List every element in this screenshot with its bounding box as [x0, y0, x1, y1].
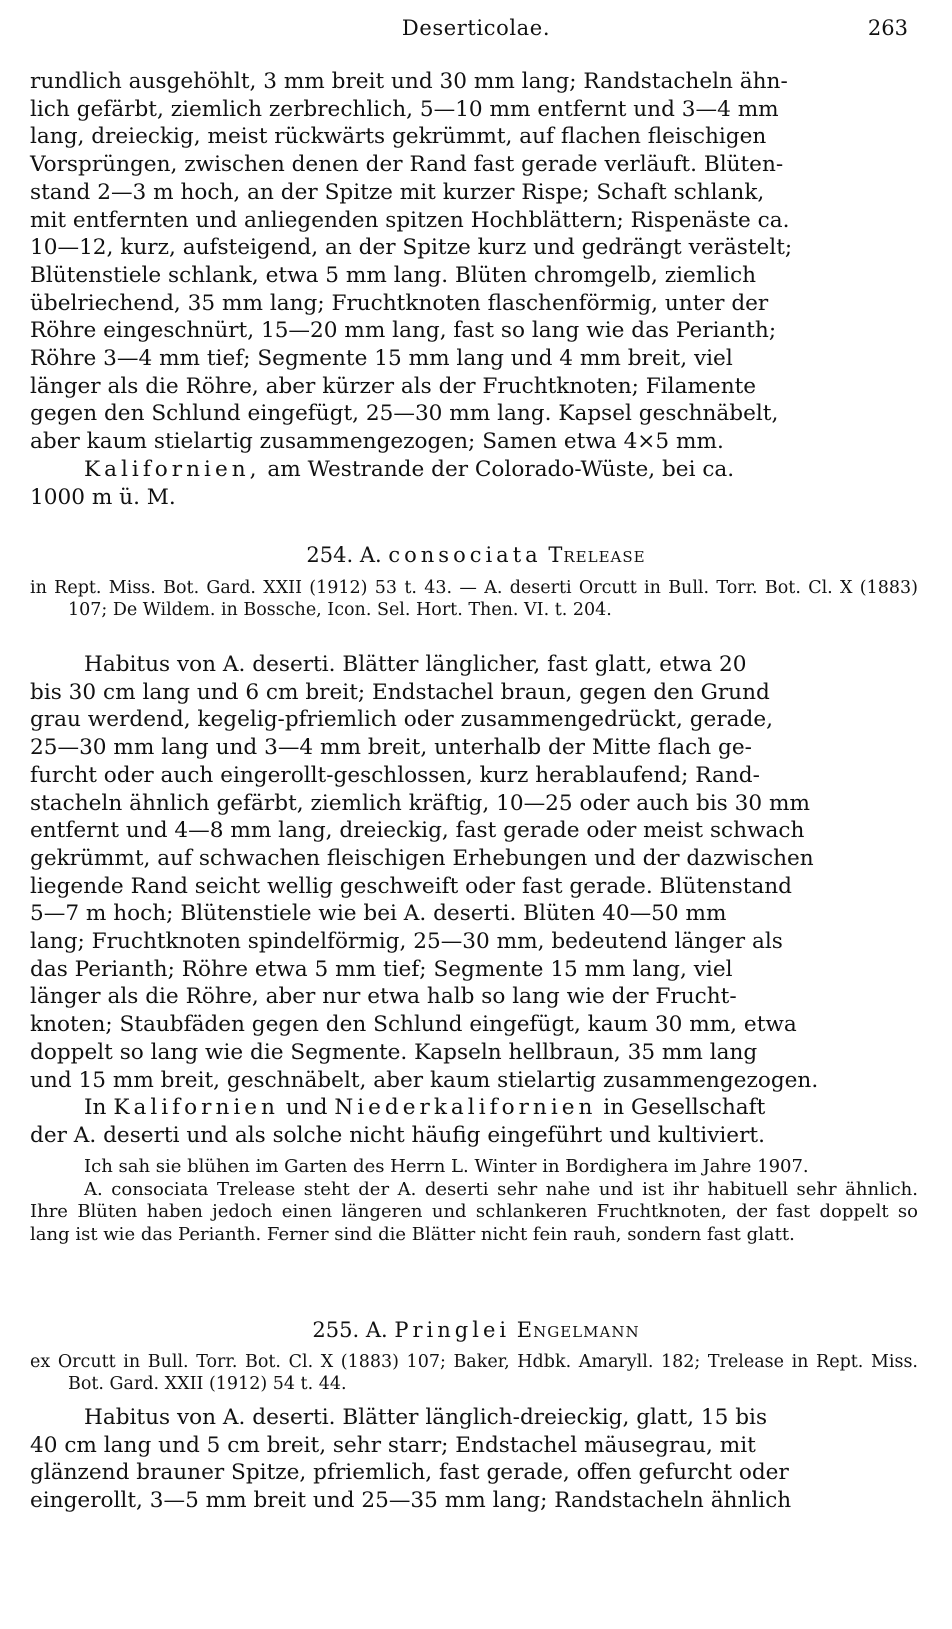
description-line: stacheln ähnlich gefärbt, ziemlich kräftig, 10—25 oder auch bis 30 mm [30, 790, 810, 816]
description-line: stand 2—3 m hoch, an der Spitze mit kurzer Rispe; Schaft schlank, [30, 179, 765, 205]
description-line: mit entfernten und anliegenden spitzen Hochblättern; Rispenäste ca. [30, 207, 790, 233]
distribution-line: der A. deserti und als solche nicht häufig eingeführt und kultiviert. [30, 1122, 765, 1148]
description-line: länger als die Röhre, aber kürzer als der Fruchtknoten; Filamente [30, 373, 757, 399]
description-line: und 15 mm breit, geschnäbelt, aber kaum stielartig zusammengezogen. [30, 1067, 819, 1093]
description-line: bis 30 cm lang und 6 cm breit; Endstachel braun, gegen den Grund [30, 679, 770, 705]
description-line: länger als die Röhre, aber nur etwa halb so lang wie der Frucht- [30, 984, 737, 1010]
distribution-region: Kalifornien [113, 1095, 279, 1121]
description-line: entfernt und 4—8 mm lang, dreieckig, fast gerade oder meist schwach [30, 818, 805, 844]
description-line: rundlich ausgehöhlt, 3 mm breit und 30 mm lang; Randstacheln ähn- [30, 69, 788, 94]
species-author: Trelease [548, 543, 646, 567]
description-line: übelriechend, 35 mm lang; Fruchtknoten flaschenförmig, unter der [30, 290, 769, 316]
species-254-heading [0, 543, 952, 567]
description-line: das Perianth; Röhre etwa 5 mm tief; Segmente 15 mm lang, viel [30, 956, 733, 982]
running-title: Deserticolae. [401, 16, 551, 40]
description-line: Röhre 3—4 mm tief; Segmente 15 mm lang und 4 mm breit, viel [30, 346, 733, 372]
description-line: lang, dreieckig, meist rückwärts gekrümmt, auf flachen fleischigen [30, 124, 767, 150]
description-line: glänzend brauner Spitze, pfriemlich, fast gerade, offen gefurcht oder [30, 1460, 789, 1486]
description-line: gekrümmt, auf schwachen fleischigen Erhebungen und der dazwischen [30, 845, 814, 871]
species-254-notes [30, 1156, 918, 1246]
species-255-heading [0, 1318, 952, 1342]
species-number: 255. A. [312, 1318, 388, 1342]
description-line: knoten; Staubfäden gegen den Schlund eingefügt, kaum 30 mm, etwa [30, 1012, 797, 1038]
description-line: liegende Rand seicht wellig geschweift oder fast gerade. Blütenstand [30, 873, 792, 899]
description-line: lang; Fruchtknoten spindelförmig, 25—30 mm, bedeutend länger als [30, 929, 783, 955]
description-line: Röhre eingeschnürt, 15—20 mm lang, fast so lang wie das Perianth; [30, 318, 777, 344]
species-epithet: consociata [388, 543, 542, 567]
species-number: 254. A. [306, 543, 382, 567]
distribution-altitude: 1000 m ü. M. [30, 484, 176, 510]
species-epithet: Pringlei [394, 1318, 511, 1342]
description-line: gegen den Schlund eingefügt, 25—30 mm lang. Kapsel geschnäbelt, [30, 401, 779, 427]
description-line: furcht oder auch eingerollt-geschlossen, kurz herablaufend; Rand- [30, 762, 760, 788]
distribution-text: am Westrande der Colorado-Wüste, bei ca. [260, 456, 735, 482]
description-line: Habitus von A. deserti. Blätter länglicher, fast glatt, etwa 20 [84, 652, 747, 677]
distribution-text: In [84, 1095, 114, 1121]
species-255-description [30, 1404, 918, 1515]
distribution-region: Niederkalifornien [334, 1095, 597, 1121]
species-254-references [30, 578, 918, 621]
page-number: 263 [867, 16, 908, 40]
description-line: 25—30 mm lang und 3—4 mm breit, unterhalb der Mitte flach ge- [30, 735, 752, 761]
description-line: eingerollt, 3—5 mm breit und 25—35 mm lang; Randstacheln ähnlich [30, 1488, 792, 1514]
footnote: A. consociata Trelease steht der A. deserti sehr nahe und ist ihr habituell sehr ähnlich. Ihre Blüten haben jedoch einen längeren und schlankeren Fruchtknoten, der fast doppelt so lang ist wie das Perianth. Ferner sind die Blätter nicht fein rauh, sondern fast glatt. [30, 1178, 918, 1245]
description-line: doppelt so lang wie die Segmente. Kapseln hellbraun, 35 mm lang [30, 1039, 758, 1065]
description-line: lich gefärbt, ziemlich zerbrechlich, 5—10 mm entfernt und 3—4 mm [30, 96, 779, 122]
description-line: Habitus von A. deserti. Blätter länglich-dreieckig, glatt, 15 bis [84, 1405, 768, 1430]
description-line: grau werdend, kegelig-pfriemlich oder zusammengedrückt, gerade, [30, 707, 773, 733]
description-line: 5—7 m hoch; Blütenstiele wie bei A. deserti. Blüten 40—50 mm [30, 901, 727, 927]
description-line: 40 cm lang und 5 cm breit, sehr starr; Endstachel mäusegrau, mit [30, 1432, 756, 1458]
reference-text: in Rept. Miss. Bot. Gard. XXII (1912) 53 t. 43. — A. deserti Orcutt in Bull. Torr. Bot. Cl. X (1883) 107; De Wildem. in Bossche, Icon. Sel. Hort. Then. VI. t. 204. [30, 578, 918, 620]
running-header [0, 16, 952, 44]
description-line: aber kaum stielartig zusammengezogen; Samen etwa 4×5 mm. [30, 429, 724, 455]
distribution-text: in Gesellschaft [596, 1095, 766, 1121]
description-line: Blütenstiele schlank, etwa 5 mm lang. Blüten chromgelb, ziemlich [30, 262, 757, 288]
description-line: Vorsprüngen, zwischen denen der Rand fast gerade verläuft. Blüten- [30, 152, 784, 178]
distribution-region: Kalifornien, [84, 456, 261, 482]
footnote: Ich sah sie blühen im Garten des Herrn L. Winter in Bordighera im Jahre 1907. [84, 1156, 809, 1177]
continued-description [30, 68, 918, 511]
distribution-text: und [278, 1095, 335, 1121]
species-255-references [30, 1352, 918, 1395]
description-line: 10—12, kurz, aufsteigend, an der Spitze kurz und gedrängt verästelt; [30, 235, 793, 261]
distribution-line [30, 456, 918, 484]
species-254-description [30, 651, 918, 1150]
distribution-line [30, 1094, 918, 1122]
species-author: Engelmann [516, 1318, 640, 1342]
reference-text: ex Orcutt in Bull. Torr. Bot. Cl. X (1883) 107; Baker, Hdbk. Amaryll. 182; Trelease in Rept. Miss. Bot. Gard. XXII (1912) 54 t. 44. [30, 1352, 918, 1394]
